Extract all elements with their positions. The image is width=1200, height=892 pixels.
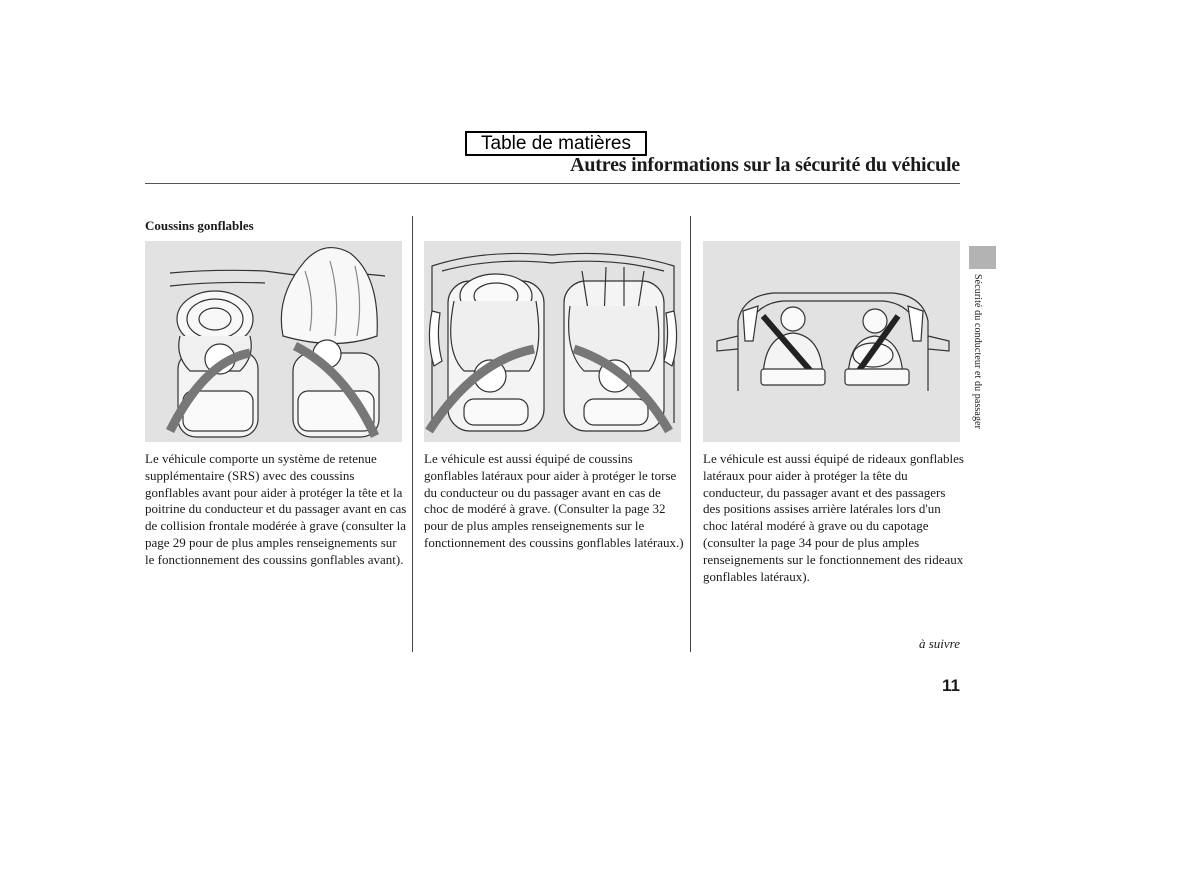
column-divider	[412, 216, 413, 652]
side-tab-marker	[969, 246, 996, 269]
page-number: 11	[942, 676, 960, 695]
side-airbags-illustration	[424, 241, 681, 442]
side-tab-label: Sécurité du conducteur et du passager	[972, 274, 983, 430]
continued-note: à suivre	[918, 636, 960, 651]
page-title: Autres informations sur la sécurité du véhicule	[570, 154, 960, 176]
side-curtain-airbags-illustration	[703, 241, 960, 442]
column-2-text: Le véhicule est aussi équipé de coussins gonflables latéraux pour aider à protéger le torse du conducteur ou du passager avant en cas de choc de modéré à grave. (Consulter la page 32 pour de plus amples renseignements sur le fonctionnement des coussins gonflables latéraux.)	[424, 451, 684, 550]
column-1-text: Le véhicule comporte un système de retenue supplémentaire (SRS) avec des coussins gonflables avant pour aider à protéger la tête et la poitrine du conducteur et du passager avant en cas de collision frontale modérée à grave (consulter la page 29 pour de plus amples renseignements sur le fonctionnement des coussins gonflables avant).	[145, 451, 407, 567]
column-divider	[690, 216, 691, 652]
column-3-text: Le véhicule est aussi équipé de rideaux gonflables latéraux pour aider à protéger la tête du conducteur, du passager avant et des passagers des positions assises arrière latérales lors d'un choc latéral modéré à grave ou du capotage (consulter la page 34 pour de plus amples renseignements sur le fonctionnement des rideaux gonflables latéraux).	[703, 451, 964, 584]
front-airbags-illustration	[145, 241, 402, 442]
title-rule	[145, 183, 960, 184]
section-heading: Coussins gonflables	[145, 218, 254, 233]
table-of-contents-button[interactable]: Table de matières	[465, 131, 647, 156]
